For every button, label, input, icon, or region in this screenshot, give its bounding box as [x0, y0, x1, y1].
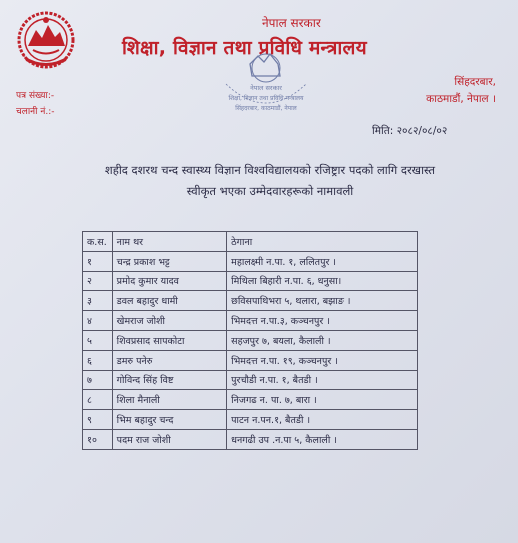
ministry-name: शिक्षा, विज्ञान तथा प्रविधि मन्त्रालय [122, 37, 367, 59]
cell-name: चन्द्र प्रकाश भट्ट [112, 251, 226, 271]
cell-address: धनगढी उप .न.पा ५, कैलाली । [227, 429, 418, 449]
table-row [83, 330, 418, 350]
cell-serial: ३ [83, 291, 113, 311]
government-name: नेपाल सरकार [262, 16, 321, 30]
header-name: नाम थर [112, 232, 226, 252]
dispatch-number-label: चलानी नं.:- [16, 107, 55, 117]
seal-text-line3: सिंहदरबार, काठमाडौं, नेपाल [235, 105, 297, 112]
header-address: ठेगाना [227, 232, 418, 252]
seal-text-line1: नेपाल सरकार [250, 84, 282, 92]
cell-serial: ६ [83, 350, 113, 370]
subject-line-2: स्वीकृत भएका उम्मेदवारहरूको नामावली [186, 184, 354, 198]
table-row [83, 251, 418, 271]
cell-name: शिला मैनाली [112, 390, 226, 410]
cell-serial: १० [83, 429, 113, 449]
subject-line-1: शहीद दशरथ चन्द स्वास्थ्य विज्ञान विश्वविद्यालयको रजिष्ट्रार पदको लागि दरखास्त [104, 163, 436, 177]
cell-address: छविसपाथिभरा ५, थलारा, बझाङ । [227, 291, 418, 311]
cell-address: सहजपुर ७, बयला, कैलाली । [227, 330, 418, 350]
cell-name: भिम बहादुर चन्द [112, 410, 226, 430]
cell-address: पुरचौडी न.पा. १, बैतडी । [227, 370, 418, 390]
cell-name: पदम राज जोशी [112, 429, 226, 449]
table-row [83, 291, 418, 311]
ministry-seal-stamp [222, 44, 310, 124]
cell-name: गोविन्द सिंह विष्ट [112, 370, 226, 390]
cell-name: डवल बहादुर धामी [112, 291, 226, 311]
header-serial: क.स. [83, 232, 113, 252]
table-row [83, 271, 418, 291]
reference-number-label: पत्र संख्या:- [16, 91, 55, 101]
table-row [83, 370, 418, 390]
table-header-row [83, 232, 418, 252]
nepal-emblem-icon [14, 8, 78, 72]
cell-address: भिमदत्त न.पा.३, कञ्चनपुर । [227, 311, 418, 331]
cell-name: शिवप्रसाद सापकोटा [112, 330, 226, 350]
table-row [83, 311, 418, 331]
cell-serial: ८ [83, 390, 113, 410]
cell-address: महालक्ष्मी न.पा. १, ललितपुर । [227, 251, 418, 271]
cell-name: खेमराज जोशी [112, 311, 226, 331]
candidate-table [82, 231, 418, 450]
table-row [83, 350, 418, 370]
address-line-2: काठमाडौं, नेपाल । [426, 93, 496, 105]
table-row [83, 410, 418, 430]
table-row [83, 390, 418, 410]
cell-name: प्रमोद कुमार यादव [112, 271, 226, 291]
cell-name: डमरु पनेरु [112, 350, 226, 370]
address-line-1: सिंहदरबार, [454, 76, 496, 88]
cell-address: भिमदत्त न.पा. १९, कञ्चनपुर । [227, 350, 418, 370]
cell-serial: ४ [83, 311, 113, 331]
cell-address: मिथिला बिहारी न.पा. ६, धनुसा। [227, 271, 418, 291]
cell-serial: ९ [83, 410, 113, 430]
cell-address: निजगढ न. पा. ७, बारा । [227, 390, 418, 410]
cell-serial: १ [83, 251, 113, 271]
letter-date: मिति: २०८२/०८/०२ [372, 125, 448, 137]
cell-address: पाटन न.पन.१, बैतडी । [227, 410, 418, 430]
table-row [83, 429, 418, 449]
cell-serial: ७ [83, 370, 113, 390]
cell-serial: २ [83, 271, 113, 291]
seal-text-line2: शिक्षा, विज्ञान तथा प्रविधि मन्त्रालय [228, 95, 304, 102]
cell-serial: ५ [83, 330, 113, 350]
